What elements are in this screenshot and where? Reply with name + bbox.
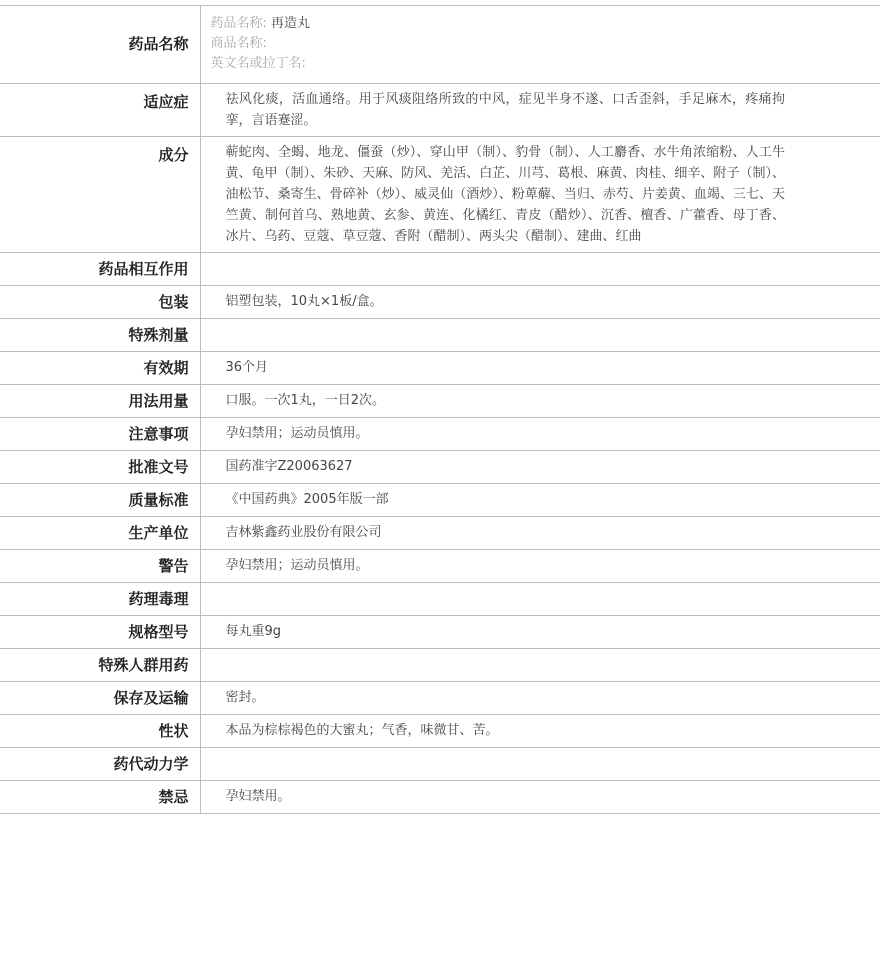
row-value: 36个月 [225, 360, 269, 375]
row-ingredients [0, 137, 880, 253]
row-value: 国药准字Z20063627 [225, 459, 353, 474]
drug-name-label: 药品名称 [0, 6, 200, 84]
row-label: 药理毒理 [0, 583, 200, 616]
row-label: 性状 [0, 715, 200, 748]
row-value [200, 583, 880, 616]
row-label: 特殊人群用药 [0, 649, 200, 682]
row-value: 孕妇禁用；运动员慎用。 [225, 426, 369, 441]
row-label: 规格型号 [0, 616, 200, 649]
row-special-dosage [0, 319, 880, 352]
row-value: 每丸重9g [225, 624, 282, 639]
drug-name-details [200, 6, 880, 84]
row-value: 铝塑包装，10丸×1板/盒。 [225, 294, 383, 309]
row-label: 保存及运输 [0, 682, 200, 715]
row-label: 包装 [0, 286, 200, 319]
row-label: 批准文号 [0, 451, 200, 484]
row-value: 蕲蛇肉、全蝎、地龙、僵蚕（炒）、穿山甲（制）、豹骨（制）、人工麝香、水牛角浓缩粉、人工牛黄、龟甲（制）、朱砂、天麻、防风、羌活、白芷、川芎、葛根、麻黄、肉桂、细辛、附子（制）、油松节、桑寄生、骨碎补（炒）、威灵仙（酒炒）、粉萆薢、当归、赤芍、片姜黄、血竭、三七、天竺黄、制何首乌、熟地黄、玄参、黄连、化橘红、青皮（醋炒）、沉香、檀香、广藿香、母丁香、冰片、乌药、豆蔻、草豆蔻、香附（醋制）、两头尖（醋制）、建曲、红曲 [225, 145, 785, 244]
row-description [0, 715, 880, 748]
row-label: 药代动力学 [0, 748, 200, 781]
row-value: 密封。 [225, 690, 265, 705]
row-value [200, 253, 880, 286]
drug-info-table [0, 5, 880, 814]
row-precautions [0, 418, 880, 451]
trade-name-line [211, 34, 871, 54]
row-label: 禁忌 [0, 781, 200, 814]
row-label: 生产单位 [0, 517, 200, 550]
row-label: 有效期 [0, 352, 200, 385]
row-contraindications [0, 781, 880, 814]
row-value [200, 319, 880, 352]
row-value: 《中国药典》2005年版一部 [225, 492, 389, 507]
row-indications [0, 84, 880, 137]
row-label: 适应症 [0, 84, 200, 137]
row-storage [0, 682, 880, 715]
row-pharmacology [0, 583, 880, 616]
latin-name-label: 英文名或拉丁名: [210, 56, 306, 71]
row-quality-standard [0, 484, 880, 517]
row-label: 警告 [0, 550, 200, 583]
row-value [200, 649, 880, 682]
row-label: 特殊剂量 [0, 319, 200, 352]
row-value: 口服。一次1丸，一日2次。 [225, 393, 386, 408]
row-specification [0, 616, 880, 649]
row-value: 吉林紫鑫药业股份有限公司 [225, 525, 382, 540]
row-label: 药品相互作用 [0, 253, 200, 286]
row-approval-number [0, 451, 880, 484]
trade-name-label: 商品名称: [210, 36, 267, 51]
latin-name-line [211, 54, 871, 74]
row-label: 质量标准 [0, 484, 200, 517]
row-value: 本品为棕棕褐色的大蜜丸；气香，味微甘、苦。 [225, 723, 499, 738]
row-interactions [0, 253, 880, 286]
row-usage-dosage [0, 385, 880, 418]
row-packaging [0, 286, 880, 319]
row-warning [0, 550, 880, 583]
generic-name-label: 药品名称: [210, 16, 267, 31]
row-label: 成分 [0, 137, 200, 253]
row-special-populations [0, 649, 880, 682]
drug-name-row [0, 6, 880, 84]
row-value: 孕妇禁用；运动员慎用。 [225, 558, 369, 573]
row-manufacturer [0, 517, 880, 550]
generic-name-line [211, 14, 871, 34]
row-pharmacokinetics [0, 748, 880, 781]
generic-name-value: 再造丸 [271, 16, 311, 31]
row-label: 用法用量 [0, 385, 200, 418]
row-label: 注意事项 [0, 418, 200, 451]
row-value: 祛风化痰，活血通络。用于风痰阻络所致的中风，症见半身不遂、口舌歪斜，手足麻木，疼痛拘挛，言语蹇涩。 [225, 92, 785, 128]
row-value: 孕妇禁用。 [225, 789, 291, 804]
row-value [200, 748, 880, 781]
row-shelf-life [0, 352, 880, 385]
